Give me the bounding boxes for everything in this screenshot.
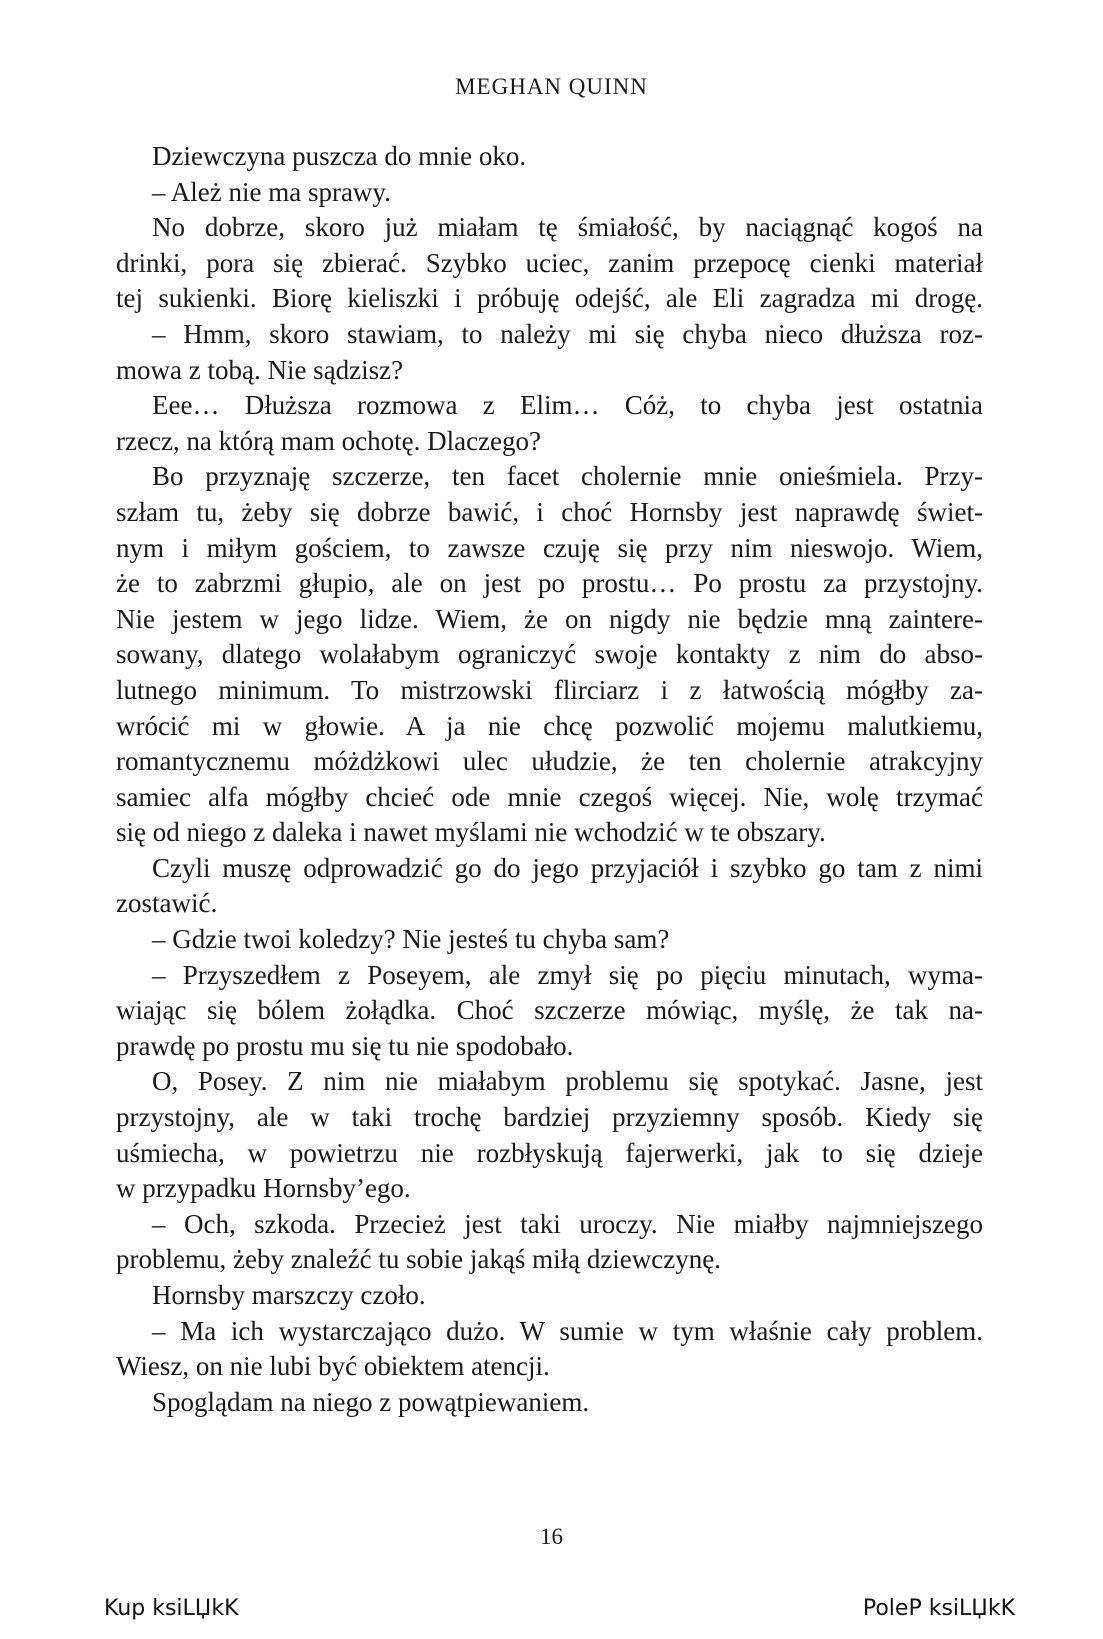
text-line: Hornsby marszczy czoło. bbox=[152, 1280, 426, 1310]
text-line: – Przyszedłem z Poseyem, ale zmył się po pięciu minutach, wyma- bbox=[152, 959, 983, 990]
text-line: Bo przyznaję szczerze, ten facet cholernie mnie onieśmiela. Przy- bbox=[152, 461, 983, 492]
text-line: przystojny, ale w taki trochę bardziej przyziemny sposób. Kiedy się bbox=[116, 1102, 983, 1133]
text-line: tej sukienki. Biorę kieliszki i próbuję odejść, ale Eli zagradza mi drogę. bbox=[116, 283, 983, 314]
text-line: Wiesz, on nie lubi być obiektem atencji. bbox=[116, 1351, 550, 1382]
text-line: O, Posey. Z nim nie miałabym problemu się spotykać. Jasne, jest bbox=[152, 1066, 983, 1097]
text-line: nym i miłym gościem, to zawsze czuję się przy nim nieswojo. Wiem, bbox=[116, 532, 983, 563]
text-line: się od niego z daleka i nawet myślami nie wchodzić w te obszary. bbox=[116, 817, 826, 848]
text-line: No dobrze, skoro już miałam tę śmiałość, by naciągnąć kogoś na bbox=[152, 212, 983, 243]
text-line: – Ależ nie ma sprawy. bbox=[152, 176, 391, 207]
text-line: drinki, pora się zbierać. Szybko uciec, zanim przepocę cienki materiał bbox=[116, 247, 983, 278]
text-line: prawdę po prostu mu się tu nie spodobało. bbox=[116, 1030, 574, 1061]
text-line: w przypadku Hornsby’ego. bbox=[116, 1173, 411, 1204]
text-line: szłam tu, żeby się dobrze bawić, i choć Hornsby jest naprawdę świet- bbox=[116, 496, 983, 527]
text-line: Eee… Dłuższa rozmowa z Elim… Cóż, to chyba jest ostatnia bbox=[152, 390, 983, 421]
body-text bbox=[116, 139, 983, 1420]
text-line: problemu, żeby znaleźć tu sobie jakąś miłą dziewczynę. bbox=[116, 1244, 721, 1275]
buy-book-link[interactable]: Kup ksiLЏkK bbox=[104, 1596, 239, 1621]
text-line: lutnego minimum. To mistrzowski flirciarz i z łatwością mógłby za- bbox=[116, 674, 983, 705]
text-line: sowany, dlatego wolałabym ograniczyć swoje kontakty z nim do abso- bbox=[116, 639, 983, 670]
text-line: Czyli muszę odprowadzić go do jego przyjaciół i szybko go tam z nimi bbox=[152, 852, 983, 883]
text-line: zostawić. bbox=[116, 888, 218, 919]
page-number: 16 bbox=[540, 1524, 563, 1549]
text-line: romantycznemu móżdżkowi ulec ułudzie, że ten cholernie atrakcyjny bbox=[116, 746, 983, 777]
text-line: – Ma ich wystarczająco dużo. W sumie w tym właśnie cały problem. bbox=[152, 1315, 983, 1346]
recommend-book-link[interactable]: PoleP ksiLЏkK bbox=[862, 1596, 1015, 1621]
text-line: wrócić mi w głowie. A ja nie chcę pozwolić mojemu malutkiemu, bbox=[116, 710, 983, 741]
text-line: mowa z tobą. Nie sądzisz? bbox=[116, 354, 404, 385]
text-line: Nie jestem w jego lidze. Wiem, że on nigdy nie będzie mną zaintere- bbox=[116, 603, 983, 634]
text-line: że to zabrzmi głupio, ale on jest po prostu… Po prostu za przystojny. bbox=[116, 568, 983, 599]
text-line: samiec alfa mógłby chcieć ode mnie czegoś więcej. Nie, wolę trzymać bbox=[116, 781, 983, 812]
text-line: rzecz, na którą mam ochotę. Dlaczego? bbox=[116, 425, 542, 456]
running-head: MEGHAN QUINN bbox=[455, 74, 648, 99]
text-line: uśmiecha, w powietrzu nie rozbłyskują fajerwerki, jak to się dzieje bbox=[116, 1137, 983, 1168]
text-line: Dziewczyna puszcza do mnie oko. bbox=[152, 141, 527, 171]
text-line: – Hmm, skoro stawiam, to należy mi się chyba nieco dłuższa roz- bbox=[152, 318, 983, 349]
text-line: – Och, szkoda. Przecież jest taki uroczy. Nie miałby najmniejszego bbox=[152, 1208, 983, 1239]
text-line: Spoglądam na niego z powątpiewaniem. bbox=[152, 1386, 590, 1417]
text-line: – Gdzie twoi koledzy? Nie jesteś tu chyba sam? bbox=[152, 924, 670, 955]
text-line: wiając się bólem żołądka. Choć szczerze mówiąc, myślę, że tak na- bbox=[116, 995, 983, 1026]
